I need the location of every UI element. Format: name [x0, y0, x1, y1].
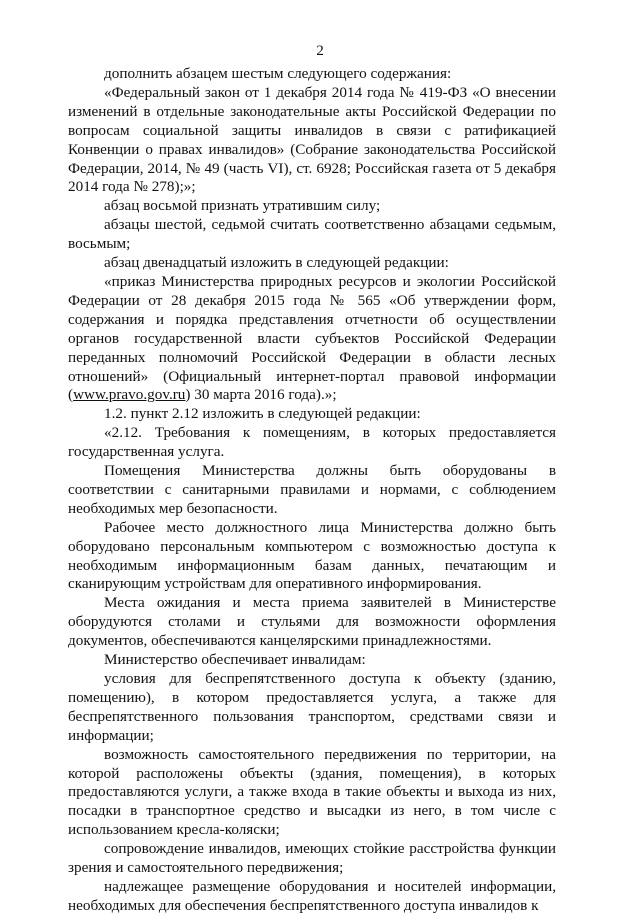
paragraph-premises-equipment: Помещения Министерства должны быть оборудованы в соответствии с санитарными правилами и нормами, с соблюдением необходимых мер безопасности. [68, 462, 556, 517]
paragraph-workplace: Рабочее место должностного лица Министерства должно быть оборудовано персональным компьютером с возможностью доступа к необходимым информационным базам данных, печатающим и сканирующим устройствам для оперативного информирования. [68, 518, 556, 593]
paragraph-federal-law-reference: «Федеральный закон от 1 декабря 2014 года № 419-ФЗ «О внесении изменений в отдельные законодательные акты Российской Федерации по вопросам социальной защиты инвалидов в связи с ратификацией Конвенции о правах инвалидов» (Собрание законодательства Российской Федерации, 2014, № 49 (часть VI), ст. 6928; Российская газета от 5 декабря 2014 года № 278);»; [68, 83, 556, 196]
paragraph-item-1-2: 1.2. пункт 2.12 изложить в следующей редакции: [104, 405, 421, 423]
paragraph-renumber-abzatsy: абзацы шестой, седьмой считать соответственно абзацами седьмым, восьмым; [68, 216, 556, 253]
paragraph-waiting-places: Места ожидания и места приема заявителей в Министерстве оборудуются столами и стульями для возможности оформления документов, обеспечиваются канцелярскими принадлежностями. [68, 594, 556, 650]
paragraph-equipment-placement: надлежащее размещение оборудования и носителей информации, необходимых для обеспечения беспрепятственного доступа инвалидов к [68, 877, 556, 914]
paragraph-independent-movement: возможность самостоятельного передвижения по территории, на которой расположены объекты (здания, помещения), в которых предоставляются услуги, а также входа в такие объекты и выхода из них, посадки в транспортное средство и высадки из него, в том числе с использованием кресла-коляски; [68, 745, 556, 839]
paragraph-ministry-order-text-after: ) 30 марта 2016 года).»; [185, 386, 337, 404]
paragraph-requirements-premises: «2.12. Требования к помещениям, в которых предоставляется государственная услуга. [68, 424, 556, 461]
paragraph-eighth-abzats-void: абзац восьмой признать утратившим силу; [104, 197, 381, 215]
page-number: 2 [316, 42, 324, 59]
document-body [68, 65, 556, 916]
paragraph-add-sixth-abzats: дополнить абзацем шестым следующего содержания: [104, 65, 452, 82]
paragraph-escort: сопровождение инвалидов, имеющих стойкие расстройства функции зрения и самостоятельного передвижения; [68, 840, 556, 877]
paragraph-ministry-provides: Министерство обеспечивает инвалидам: [104, 651, 366, 669]
paragraph-ministry-order [68, 273, 556, 405]
paragraph-access-conditions: условия для беспрепятственного доступа к объекту (зданию, помещению), в котором предоставляется услуга, а также для беспрепятственного пользования транспортом, средствами связи и информации; [68, 670, 556, 744]
paragraph-ministry-order-text-before: «приказ Министерства природных ресурсов и экологии Российской Федерации от 28 декабря 2015 года № 565 «Об утверждении форм, содержания и порядка представления отчетности об осуществлении органов государственной власти субъектов Российской Федерации переданных полномочий Российской Федерации в области лесных отношений» (Официальный интернет-портал правовой информации ( [68, 272, 556, 404]
pravo-gov-link[interactable]: www.pravo.gov.ru [73, 386, 186, 404]
paragraph-twelfth-abzats: абзац двенадцатый изложить в следующей редакции: [104, 254, 449, 272]
